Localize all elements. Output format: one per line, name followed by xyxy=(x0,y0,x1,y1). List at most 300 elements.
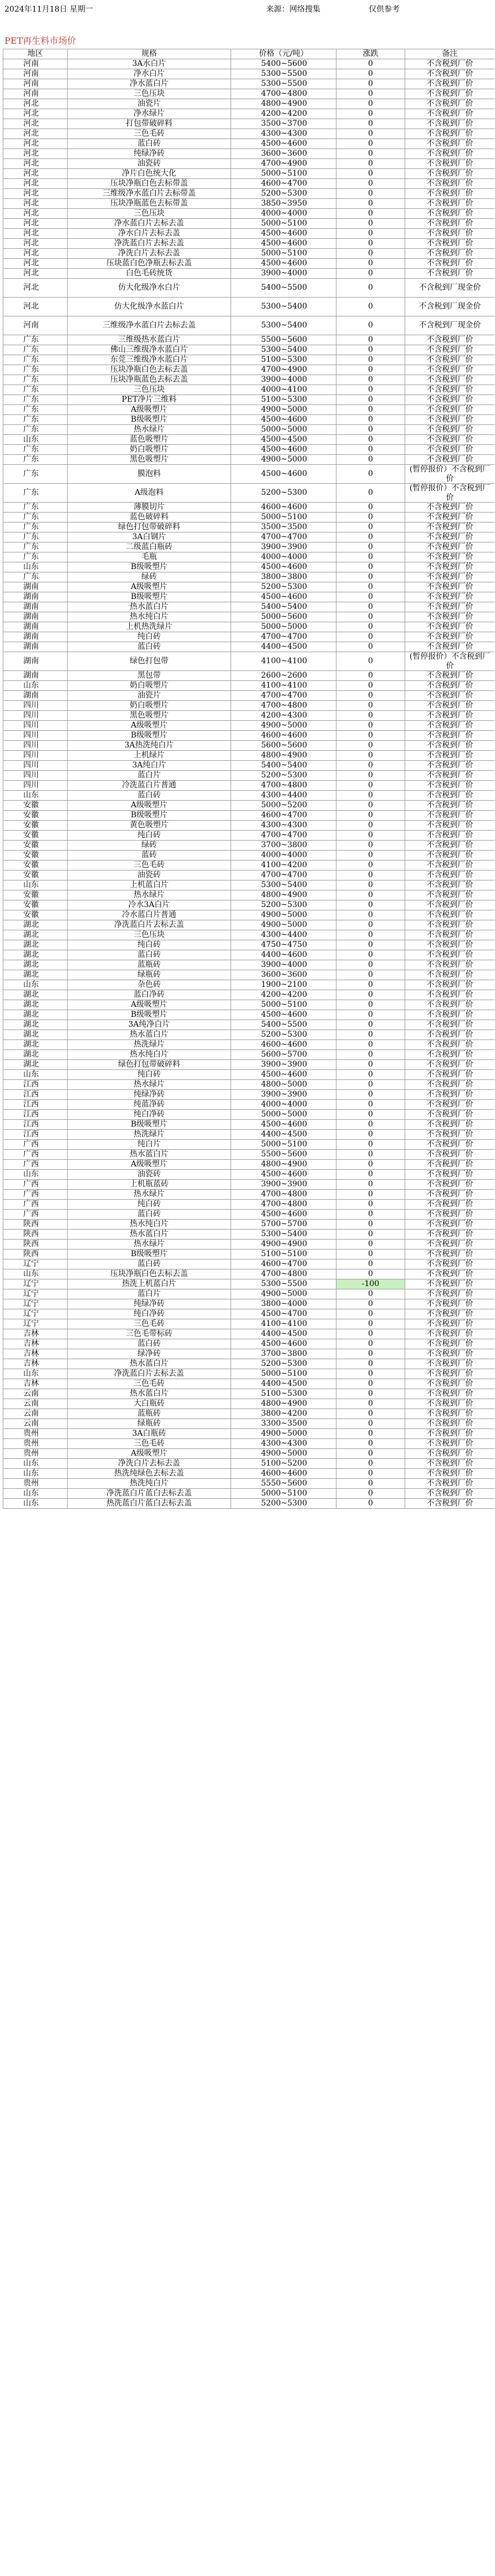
spec-cell: 油瓷片 xyxy=(68,691,231,701)
region-cell: 河北 xyxy=(3,249,68,259)
price-cell: 4600~4700 xyxy=(231,811,336,821)
table-row xyxy=(3,1140,495,1150)
change-cell: 0 xyxy=(336,1489,405,1499)
page-title: PET再生料市场价 xyxy=(4,35,76,46)
change-cell: 0 xyxy=(336,612,405,622)
change-cell: 0 xyxy=(336,1289,405,1299)
table-row xyxy=(3,801,495,811)
region-cell: 湖北 xyxy=(3,1040,68,1050)
table-row xyxy=(3,691,495,701)
region-cell: 广东 xyxy=(3,385,68,395)
price-cell: 4700~4800 xyxy=(231,1190,336,1200)
remark-cell: 不含税到厂价 xyxy=(405,503,495,513)
region-cell: 广东 xyxy=(3,484,68,503)
remark-cell: 不含税到厂价 xyxy=(405,523,495,532)
remark-cell: 不含税到厂价 xyxy=(405,632,495,642)
price-cell: 5300~5500 xyxy=(231,1279,336,1289)
region-cell: 河南 xyxy=(3,89,68,99)
spec-cell: 仿大化级净水白片 xyxy=(68,279,231,298)
region-cell: 四川 xyxy=(3,701,68,711)
region-cell: 广东 xyxy=(3,415,68,425)
spec-cell: 佛山三维级净水蓝白片 xyxy=(68,345,231,355)
remark-cell: 不含税到厂价 xyxy=(405,552,495,562)
column-header-price: 价格（元/吨） xyxy=(231,49,336,59)
spec-cell: 蓝色吸塑片 xyxy=(68,435,231,445)
remark-cell: 不含税到厂价 xyxy=(405,1140,495,1150)
region-cell: 广东 xyxy=(3,532,68,542)
region-cell: 广东 xyxy=(3,552,68,562)
table-row xyxy=(3,455,495,465)
price-cell: 4700~4700 xyxy=(231,691,336,701)
remark-cell: 不含税到厂价 xyxy=(405,861,495,870)
table-row xyxy=(3,425,495,435)
region-cell: 湖北 xyxy=(3,1010,68,1020)
report-header xyxy=(0,0,495,16)
remark-cell: 不含税到厂价 xyxy=(405,1269,495,1279)
table-row xyxy=(3,129,495,139)
spec-cell: 净洗蓝白片蓝白去标去盖 xyxy=(68,1489,231,1499)
change-cell: 0 xyxy=(336,1329,405,1339)
remark-cell: 不含税到厂价 xyxy=(405,1120,495,1130)
remark-cell: 不含税到厂价 xyxy=(405,940,495,950)
table-row xyxy=(3,751,495,761)
region-cell: 山东 xyxy=(3,880,68,890)
change-cell: 0 xyxy=(336,701,405,711)
table-row xyxy=(3,229,495,239)
region-cell: 河北 xyxy=(3,109,68,119)
table-row xyxy=(3,1439,495,1449)
remark-cell: 不含税到厂价 xyxy=(405,395,495,405)
price-cell: 5300~5400 xyxy=(231,880,336,890)
price-cell: 4100~4100 xyxy=(231,681,336,691)
spec-cell: 上机瓶蓝砖 xyxy=(68,1180,231,1190)
change-cell: 0 xyxy=(336,1090,405,1100)
price-cell: 5400~5500 xyxy=(231,1020,336,1030)
spec-cell: B级吸塑片 xyxy=(68,415,231,425)
price-cell: 4500~4600 xyxy=(231,1210,336,1220)
change-cell: 0 xyxy=(336,1379,405,1389)
change-cell: 0 xyxy=(336,1100,405,1110)
region-cell: 湖南 xyxy=(3,652,68,671)
table-row xyxy=(3,1200,495,1210)
spec-cell: 三色压块 xyxy=(68,89,231,99)
remark-cell: 不含税到厂价 xyxy=(405,791,495,801)
price-table xyxy=(3,49,494,1509)
change-cell: 0 xyxy=(336,841,405,851)
remark-cell: 不含税到厂价 xyxy=(405,1429,495,1439)
remark-cell: 不含税到厂价 xyxy=(405,425,495,435)
remark-cell: 不含税到厂价 xyxy=(405,1389,495,1399)
change-cell: 0 xyxy=(336,1479,405,1489)
price-cell: 3800~3800 xyxy=(231,572,336,582)
spec-cell: 蓝白砖 xyxy=(68,139,231,149)
change-cell: 0 xyxy=(336,159,405,169)
price-cell: 4500~4600 xyxy=(231,1010,336,1020)
table-row xyxy=(3,861,495,870)
price-cell: 4800~4900 xyxy=(231,1399,336,1409)
column-header-region: 地区 xyxy=(3,49,68,59)
region-cell: 河北 xyxy=(3,179,68,189)
spec-cell: 上机绿片 xyxy=(68,751,231,761)
price-cell: 4400~4500 xyxy=(231,642,336,652)
remark-cell: 不含税到厂价 xyxy=(405,1419,495,1429)
table-row xyxy=(3,59,495,69)
table-row xyxy=(3,1090,495,1100)
spec-cell: 薄膜切片 xyxy=(68,503,231,513)
price-cell: 3900~3900 xyxy=(231,1090,336,1100)
table-row xyxy=(3,562,495,572)
remark-cell: 不含税到厂价 xyxy=(405,1100,495,1110)
change-cell: 0 xyxy=(336,562,405,572)
table-row xyxy=(3,612,495,622)
change-cell: 0 xyxy=(336,1170,405,1180)
price-cell: 5550~5600 xyxy=(231,1479,336,1489)
region-cell: 广东 xyxy=(3,345,68,355)
table-row xyxy=(3,741,495,751)
region-cell: 广东 xyxy=(3,523,68,532)
change-cell: 0 xyxy=(336,109,405,119)
price-cell: 3500~3500 xyxy=(231,523,336,532)
spec-cell: 净片白色统大化 xyxy=(68,169,231,179)
remark-cell: 不含税到厂价 xyxy=(405,169,495,179)
table-row xyxy=(3,900,495,910)
price-cell: 4100~4100 xyxy=(231,652,336,671)
spec-cell: 净水白片 xyxy=(68,69,231,79)
change-cell: 0 xyxy=(336,1220,405,1230)
price-cell: 4900~5000 xyxy=(231,910,336,920)
change-cell: 0 xyxy=(336,209,405,219)
region-cell: 广东 xyxy=(3,335,68,345)
spec-cell: 净水白片去标去盖 xyxy=(68,229,231,239)
change-cell: 0 xyxy=(336,781,405,791)
table-row xyxy=(3,681,495,691)
spec-cell: 净水绿片 xyxy=(68,109,231,119)
region-cell: 辽宁 xyxy=(3,1279,68,1289)
remark-cell: 不含税到厂价 xyxy=(405,79,495,89)
region-cell: 河北 xyxy=(3,189,68,199)
change-cell: 0 xyxy=(336,990,405,1000)
spec-cell: B级吸塑片 xyxy=(68,1120,231,1130)
remark-cell: 不含税到厂价 xyxy=(405,870,495,880)
region-cell: 山东 xyxy=(3,1070,68,1080)
price-cell: 5000~5100 xyxy=(231,1000,336,1010)
price-cell: 4700~4700 xyxy=(231,532,336,542)
table-row xyxy=(3,1429,495,1439)
table-row xyxy=(3,880,495,890)
spec-cell: 热水纯白片 xyxy=(68,612,231,622)
change-cell: 0 xyxy=(336,129,405,139)
region-cell: 安徽 xyxy=(3,851,68,861)
remark-cell: 不含税到厂价 xyxy=(405,781,495,791)
region-cell: 广西 xyxy=(3,1140,68,1150)
spec-cell: 油瓷砖 xyxy=(68,159,231,169)
price-cell: 5400~5600 xyxy=(231,59,336,69)
region-cell: 四川 xyxy=(3,781,68,791)
table-row xyxy=(3,219,495,229)
region-cell: 湖北 xyxy=(3,920,68,930)
change-cell: 0 xyxy=(336,870,405,880)
price-cell: 5300~5500 xyxy=(231,69,336,79)
price-cell: 5000~5100 xyxy=(231,1489,336,1499)
change-cell: 0 xyxy=(336,960,405,970)
table-row xyxy=(3,1240,495,1249)
price-cell: 3600~3600 xyxy=(231,970,336,980)
change-cell: 0 xyxy=(336,1040,405,1050)
region-cell: 吉林 xyxy=(3,1359,68,1369)
change-cell: 0 xyxy=(336,249,405,259)
region-cell: 湖北 xyxy=(3,970,68,980)
table-row xyxy=(3,139,495,149)
remark-cell: 不含税到厂价 xyxy=(405,239,495,249)
change-cell: 0 xyxy=(336,239,405,249)
remark-cell: 不含税到厂价 xyxy=(405,602,495,612)
remark-cell: 不含税到厂价 xyxy=(405,562,495,572)
remark-cell: 不含税到厂价 xyxy=(405,375,495,385)
column-header-spec: 规格 xyxy=(68,49,231,59)
change-cell: 0 xyxy=(336,279,405,298)
price-cell: 4600~4600 xyxy=(231,503,336,513)
table-row xyxy=(3,465,495,484)
price-cell: 4600~4700 xyxy=(231,1259,336,1269)
remark-cell: 不含税到厂价 xyxy=(405,1279,495,1289)
remark-cell: 不含税到厂价 xyxy=(405,1160,495,1170)
spec-cell: 三色压块 xyxy=(68,209,231,219)
spec-cell: A级吸塑片 xyxy=(68,1449,231,1459)
price-cell: 4500~4600 xyxy=(231,1339,336,1349)
region-cell: 广西 xyxy=(3,1180,68,1190)
remark-cell: 不含税到厂价 xyxy=(405,1489,495,1499)
change-cell: 0 xyxy=(336,316,405,335)
spec-cell: 二级蓝白瓶砖 xyxy=(68,542,231,552)
spec-cell: 热洗绿片 xyxy=(68,1130,231,1140)
remark-cell: 不含税到厂价 xyxy=(405,209,495,219)
change-cell: 0 xyxy=(336,632,405,642)
remark-cell: 不含税到厂价 xyxy=(405,1210,495,1220)
price-cell: 4800~4900 xyxy=(231,99,336,109)
region-cell: 河北 xyxy=(3,149,68,159)
price-cell: 3850~3950 xyxy=(231,199,336,209)
change-cell: 0 xyxy=(336,1349,405,1359)
region-cell: 河北 xyxy=(3,159,68,169)
remark-cell: 不含税到厂价 xyxy=(405,355,495,365)
price-cell: 4600~4600 xyxy=(231,1040,336,1050)
table-row xyxy=(3,189,495,199)
remark-cell: 不含税到厂价 xyxy=(405,681,495,691)
price-cell: 5000~5100 xyxy=(231,169,336,179)
price-cell: 3700~3800 xyxy=(231,1349,336,1359)
remark-cell: 不含税到厂价 xyxy=(405,582,495,592)
price-cell: 3500~3700 xyxy=(231,119,336,129)
price-cell: 5000~5100 xyxy=(231,219,336,229)
change-cell: 0 xyxy=(336,652,405,671)
table-row xyxy=(3,1279,495,1289)
price-cell: 4400~4500 xyxy=(231,1130,336,1140)
region-cell: 四川 xyxy=(3,751,68,761)
spec-cell: 热水蓝白片 xyxy=(68,1230,231,1240)
table-row xyxy=(3,269,495,279)
change-cell: 0 xyxy=(336,900,405,910)
region-cell: 贵州 xyxy=(3,1439,68,1449)
region-cell: 河北 xyxy=(3,219,68,229)
change-cell: 0 xyxy=(336,1060,405,1070)
spec-cell: 压块净瓶白色去标去盖 xyxy=(68,365,231,375)
spec-cell: 蓝白砖 xyxy=(68,1210,231,1220)
region-cell: 湖北 xyxy=(3,1030,68,1040)
region-cell: 四川 xyxy=(3,761,68,771)
price-cell: 5000~5600 xyxy=(231,612,336,622)
table-row xyxy=(3,199,495,209)
change-cell: 0 xyxy=(336,79,405,89)
price-cell: 4200~4200 xyxy=(231,109,336,119)
spec-cell: 绿砖 xyxy=(68,572,231,582)
remark-cell: 不含税到厂价 xyxy=(405,821,495,831)
spec-cell: 净洗白片去标去盖 xyxy=(68,249,231,259)
spec-cell: 冷洗蓝白片普通 xyxy=(68,781,231,791)
spec-cell: 绿净砖 xyxy=(68,1349,231,1359)
spec-cell: 奶白吸塑片 xyxy=(68,701,231,711)
price-cell: 3900~3900 xyxy=(231,542,336,552)
change-cell: 0 xyxy=(336,298,405,316)
change-cell: 0 xyxy=(336,1469,405,1479)
spec-cell: 热水纯白片 xyxy=(68,1220,231,1230)
region-cell: 湖北 xyxy=(3,1020,68,1030)
spec-cell: 热洗绿片 xyxy=(68,1040,231,1050)
spec-cell: 三色压块 xyxy=(68,930,231,940)
region-cell: 广东 xyxy=(3,365,68,375)
remark-cell: 不含税到厂价 xyxy=(405,1479,495,1489)
spec-cell: 热水蓝白片 xyxy=(68,602,231,612)
spec-cell: 冷水3A白片 xyxy=(68,900,231,910)
spec-cell: A级吸塑片 xyxy=(68,801,231,811)
price-cell: 4100~4100 xyxy=(231,1319,336,1329)
table-row xyxy=(3,1409,495,1419)
region-cell: 河北 xyxy=(3,129,68,139)
price-cell: 4500~4600 xyxy=(231,139,336,149)
change-cell: 0 xyxy=(336,811,405,821)
region-cell: 吉林 xyxy=(3,1339,68,1349)
region-cell: 广西 xyxy=(3,1190,68,1200)
remark-cell: 不含税到厂价 xyxy=(405,1110,495,1120)
change-cell: 0 xyxy=(336,1309,405,1319)
region-cell: 山东 xyxy=(3,681,68,691)
remark-cell: 不含税到厂价 xyxy=(405,930,495,940)
region-cell: 陕西 xyxy=(3,1249,68,1259)
table-row xyxy=(3,1349,495,1359)
change-cell: 0 xyxy=(336,149,405,159)
remark-cell: 不含税到厂价 xyxy=(405,761,495,771)
report-source: 来源：网络搜集 xyxy=(266,5,320,14)
change-cell: 0 xyxy=(336,375,405,385)
price-cell: 4100~4200 xyxy=(231,861,336,870)
change-cell: 0 xyxy=(336,572,405,582)
region-cell: 湖北 xyxy=(3,940,68,950)
remark-cell: 不含税到厂价 xyxy=(405,69,495,79)
table-row xyxy=(3,484,495,503)
remark-cell: 不含税到厂价 xyxy=(405,1469,495,1479)
change-cell: 0 xyxy=(336,69,405,79)
price-cell: 1900~2100 xyxy=(231,980,336,990)
change-cell: 0 xyxy=(336,970,405,980)
table-row xyxy=(3,316,495,335)
region-cell: 河北 xyxy=(3,298,68,316)
spec-cell: 净洗蓝白片去标去盖 xyxy=(68,239,231,249)
price-cell: 4900~4900 xyxy=(231,1240,336,1249)
region-cell: 四川 xyxy=(3,771,68,781)
report-note: 仅供参考 xyxy=(369,5,400,14)
region-cell: 广东 xyxy=(3,375,68,385)
remark-cell: 不含税到厂价 xyxy=(405,1230,495,1240)
spec-cell: B级吸塑片 xyxy=(68,731,231,741)
remark-cell: 不含税到厂价 xyxy=(405,532,495,542)
spec-cell: 绿砖 xyxy=(68,841,231,851)
price-table-wrapper xyxy=(3,49,494,1509)
change-cell: 0 xyxy=(336,1190,405,1200)
price-cell: 2600~2600 xyxy=(231,671,336,681)
price-cell: 4900~5000 xyxy=(231,1289,336,1299)
change-cell: 0 xyxy=(336,405,405,415)
price-cell: 4000~4000 xyxy=(231,851,336,861)
price-cell: 5000~5100 xyxy=(231,513,336,523)
spec-cell: 纯蓝净砖 xyxy=(68,1100,231,1110)
remark-cell: 不含税到厂价 xyxy=(405,269,495,279)
remark-cell: 不含税到厂价 xyxy=(405,711,495,721)
table-row xyxy=(3,1499,495,1509)
spec-cell: 净洗蓝白片去标去盖 xyxy=(68,920,231,930)
region-cell: 山东 xyxy=(3,1459,68,1469)
price-cell: 4500~4600 xyxy=(231,445,336,455)
price-cell: 4500~4600 xyxy=(231,259,336,269)
remark-cell: 不含税到厂价 xyxy=(405,365,495,375)
spec-cell: 绿色打包带 xyxy=(68,652,231,671)
price-cell: 4700~4700 xyxy=(231,632,336,642)
remark-cell: 不含税到厂价 xyxy=(405,415,495,425)
price-cell: 4200~4300 xyxy=(231,711,336,721)
region-cell: 河北 xyxy=(3,99,68,109)
spec-cell: A级吸塑片 xyxy=(68,721,231,731)
remark-cell: 不含税到厂价 xyxy=(405,731,495,741)
price-cell: 4300~4300 xyxy=(231,821,336,831)
spec-cell: 热水绿片 xyxy=(68,1240,231,1249)
remark-cell: 不含税到厂价 xyxy=(405,385,495,395)
table-header-row xyxy=(3,49,495,59)
table-row xyxy=(3,532,495,542)
price-cell: 4500~4600 xyxy=(231,1120,336,1130)
spec-cell: 纯绿净砖 xyxy=(68,1090,231,1100)
change-cell: 0 xyxy=(336,940,405,950)
spec-cell: 绿瓶砖 xyxy=(68,1419,231,1429)
spec-cell: 绿瓶砖 xyxy=(68,970,231,980)
table-row xyxy=(3,1100,495,1110)
table-row xyxy=(3,1359,495,1369)
table-row xyxy=(3,602,495,612)
table-row xyxy=(3,711,495,721)
remark-cell: 不含税到厂价 xyxy=(405,219,495,229)
region-cell: 安徽 xyxy=(3,811,68,821)
spec-cell: 黄色吸塑片 xyxy=(68,821,231,831)
remark-cell: 不含税到厂价 xyxy=(405,1459,495,1469)
remark-cell: 不含税到厂价 xyxy=(405,970,495,980)
spec-cell: 纯白片 xyxy=(68,1140,231,1150)
region-cell: 河南 xyxy=(3,69,68,79)
remark-cell: 不含税到厂价 xyxy=(405,1200,495,1210)
region-cell: 江西 xyxy=(3,1090,68,1100)
region-cell: 湖南 xyxy=(3,582,68,592)
price-cell: 5100~5300 xyxy=(231,355,336,365)
spec-cell: 热水绿片 xyxy=(68,425,231,435)
region-cell: 吉林 xyxy=(3,1379,68,1389)
spec-cell: 绿色打包带破碎料 xyxy=(68,523,231,532)
remark-cell: 不含税到厂价 xyxy=(405,1180,495,1190)
